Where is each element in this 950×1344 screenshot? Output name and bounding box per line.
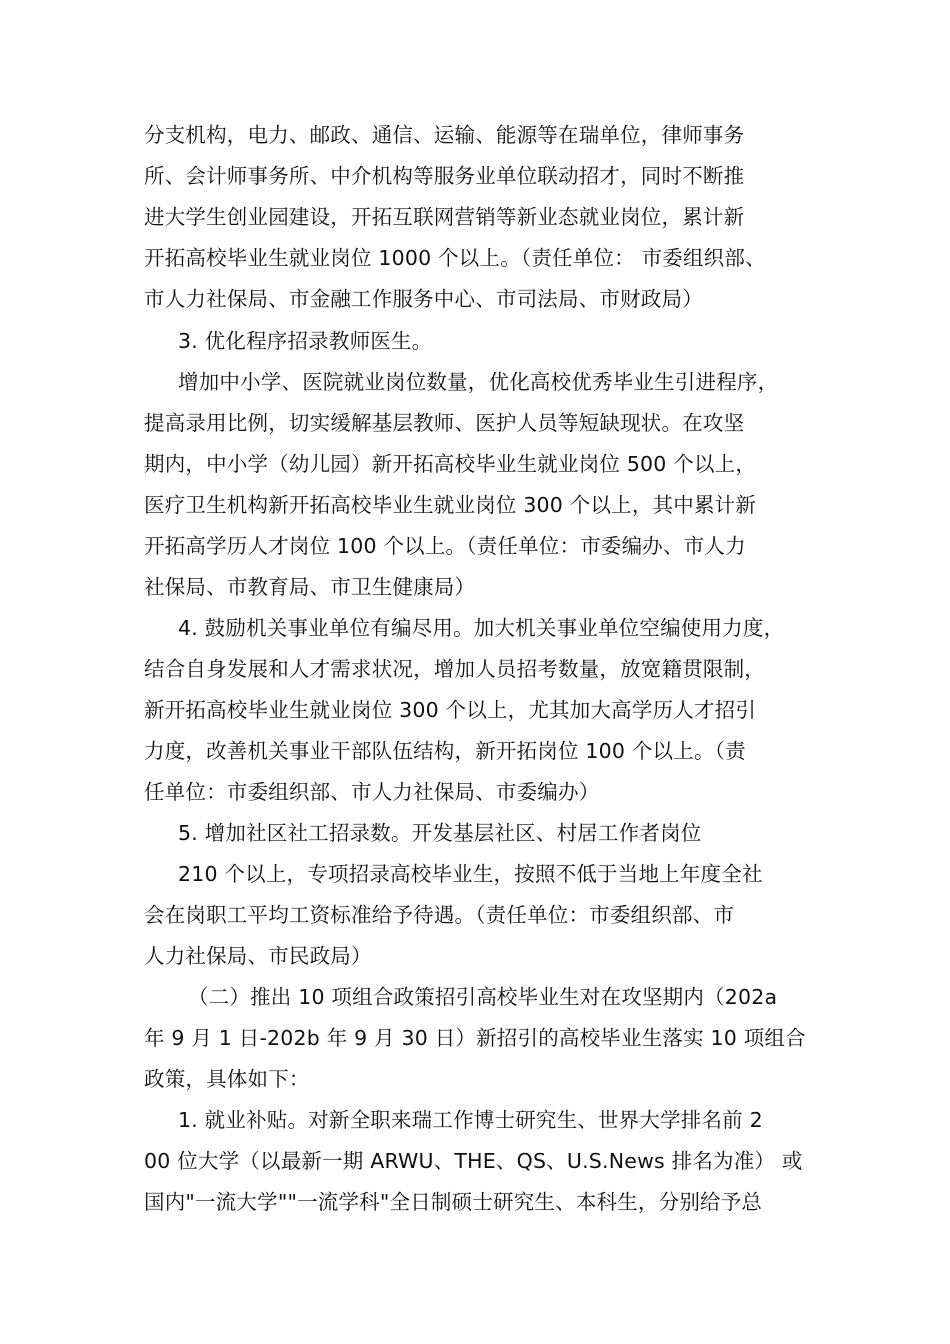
paragraph-line: 提高录用比例，切实缓解基层教师、医护人员等短缺现状。在攻坚 [144, 411, 745, 435]
paragraph-line: 4. 鼓励机关事业单位有编尽用。加大机关事业单位空编使用力度， [178, 616, 785, 640]
paragraph-line: 期内，中小学（幼儿园）新开拓高校毕业生就业岗位 500 个以上， [144, 452, 757, 476]
section-heading: 3. 优化程序招录教师医生。 [178, 329, 433, 353]
paragraph-line: 00 位大学（以最新一期 ARWU、THE、QS、U.S.News 排名为准） 或 [144, 1149, 803, 1173]
paragraph-line: 新开拓高校毕业生就业岗位 300 个以上，尤其加大高学历人才招引 [144, 698, 757, 722]
paragraph-line: 医疗卫生机构新开拓高校毕业生就业岗位 300 个以上，其中累计新 [144, 493, 757, 517]
paragraph-line: 5. 增加社区社工招录数。开发基层社区、村居工作者岗位 [178, 821, 702, 845]
paragraph-line: 年 9 月 1 日-202b 年 9 月 30 日）新招引的高校毕业生落实 10 项组合 [144, 1026, 806, 1050]
paragraph-line: 国内"一流大学""一流学科"全日制硕士研究生、本科生，分别给予总 [144, 1190, 763, 1214]
paragraph-line: 开拓高学历人才岗位 100 个以上。（责任单位：市委编办、市人力 [144, 534, 746, 558]
paragraph-line: 210 个以上，专项招录高校毕业生，按照不低于当地上年度全社 [178, 862, 763, 886]
paragraph-line: 人力社保局、市民政局） [144, 944, 372, 968]
paragraph-line: 开拓高校毕业生就业岗位 1000 个以上。（责任单位： 市委组织部、 [144, 246, 766, 270]
paragraph-line: 所、会计师事务所、中介机构等服务业单位联动招才，同时不断推 [144, 164, 745, 188]
paragraph-line: 增加中小学、医院就业岗位数量，优化高校优秀毕业生引进程序， [178, 370, 779, 394]
paragraph-line: 市人力社保局、市金融工作服务中心、市司法局、市财政局） [144, 287, 703, 311]
paragraph-line: 分支机构，电力、邮政、通信、运输、能源等在瑞单位，律师事务 [144, 123, 745, 147]
paragraph-line: 力度，改善机关事业干部队伍结构，新开拓岗位 100 个以上。（责 [144, 739, 746, 763]
paragraph-line: 会在岗职工平均工资标准给予待遇。（责任单位：市委组织部、市 [144, 903, 735, 927]
paragraph-line: 进大学生创业园建设，开拓互联网营销等新业态就业岗位，累计新 [144, 205, 745, 229]
section-heading: （二）推出 10 项组合政策招引高校毕业生对在攻坚期内（202a [188, 985, 778, 1009]
paragraph-line: 1. 就业补贴。对新全职来瑞工作博士研究生、世界大学排名前 2 [178, 1108, 763, 1132]
paragraph-line: 任单位：市委组织部、市人力社保局、市委编办） [144, 780, 600, 804]
paragraph-line: 结合自身发展和人才需求状况，增加人员招考数量，放宽籍贯限制， [144, 657, 765, 681]
paragraph-line: 政策，具体如下： [144, 1067, 310, 1091]
paragraph-line: 社保局、市教育局、市卫生健康局） [144, 575, 476, 599]
